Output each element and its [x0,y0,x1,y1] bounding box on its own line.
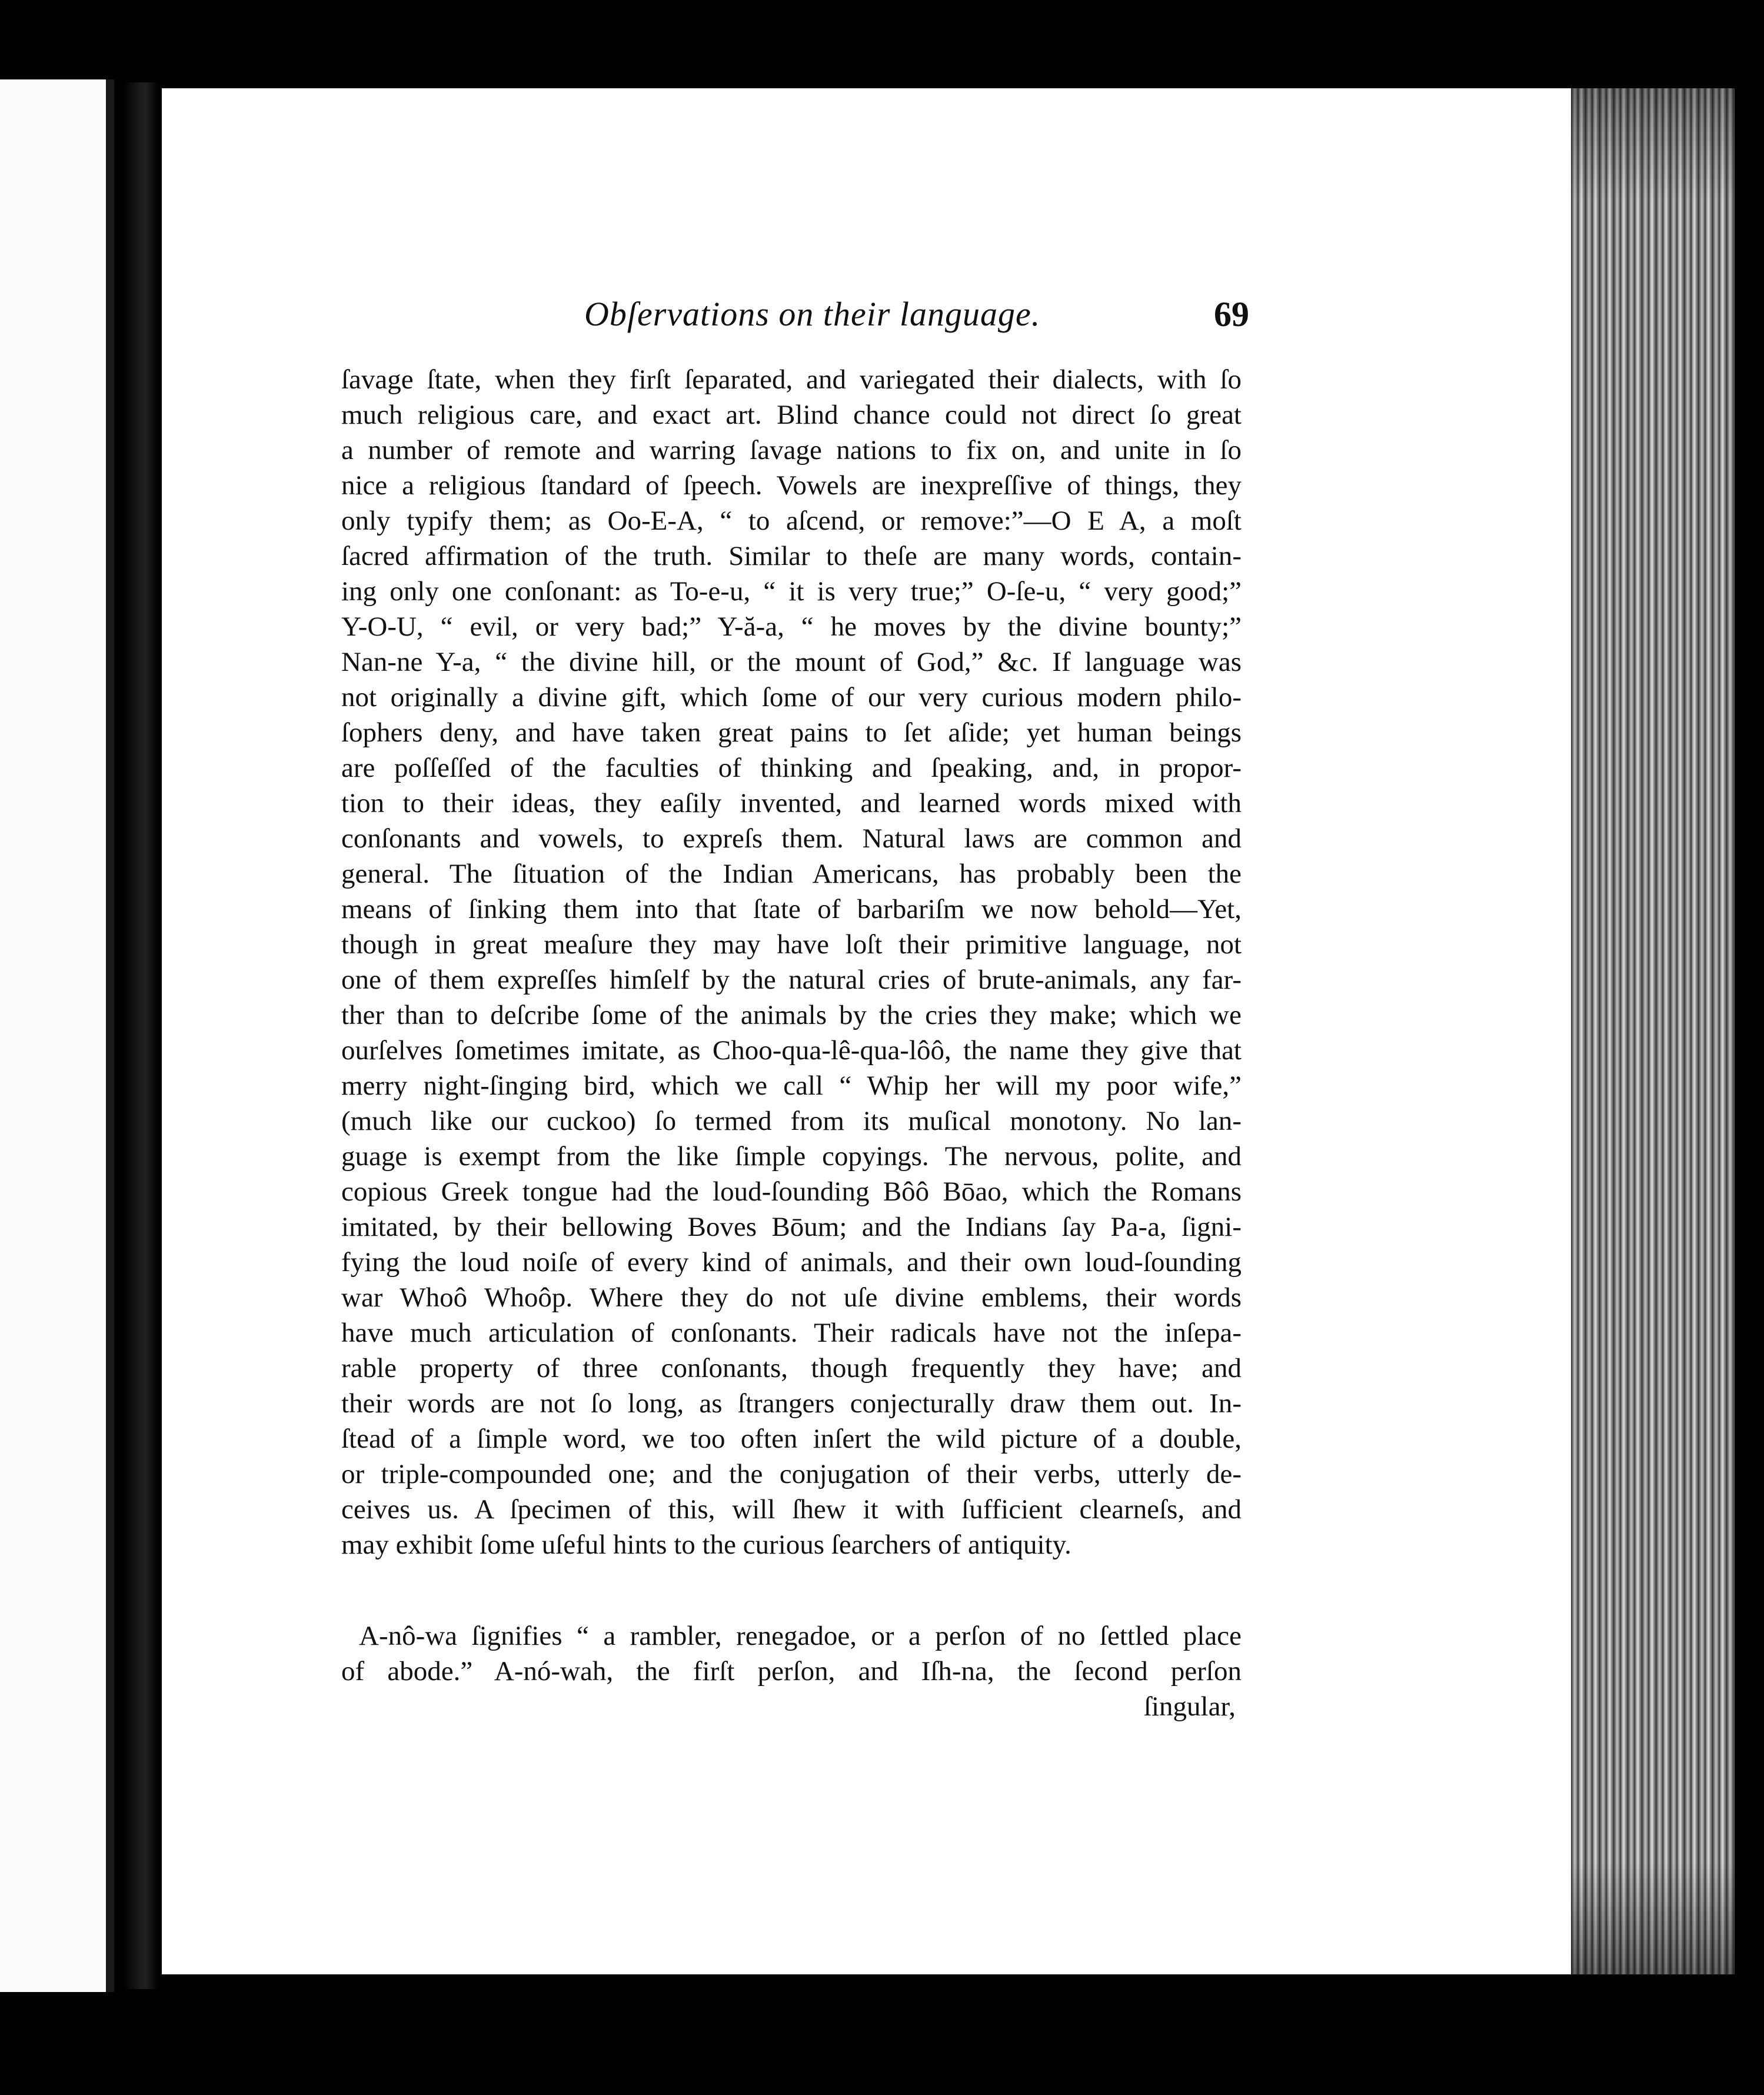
text-line: of abode.” A-nó-wah, the firſt perſon, and Iſh-na, the ſecond perſon [341,1656,1242,1687]
text-line: means of ſinking them into that ſtate of barbariſm we now behold—Yet, [341,894,1242,925]
text-line: copious Greek tongue had the loud-ſounding Bôô Bōao, which the Romans [341,1176,1242,1207]
catchword: ſingular, [1143,1691,1236,1722]
text-line: though in great meaſure they may have loſt their primitive language, not [341,929,1242,960]
text-line: not originally a divine gift, which ſome of our very curious modern philo- [341,682,1242,713]
book-gutter [124,82,159,1989]
text-line: (much like our cuckoo) ſo termed from its muſical monotony. No lan- [341,1106,1242,1136]
text-line: guage is exempt from the like ſimple copyings. The nervous, polite, and [341,1141,1242,1172]
page-header [584,294,1249,347]
text-line: ſacred affirmation of the truth. Similar to theſe are many words, contain- [341,541,1242,571]
text-line: fying the loud noiſe of every kind of animals, and their own loud-ſounding [341,1247,1242,1278]
text-line: ceives us. A ſpecimen of this, will ſhew it with ſufficient clearneſs, and [341,1494,1242,1525]
text-line: ſtead of a ſimple word, we too often inſert the wild picture of a double, [341,1424,1242,1454]
text-line: much religious care, and exact art. Blind chance could not direct ſo great [341,400,1242,430]
body-text [341,362,1242,1724]
text-line: one of them expreſſes himſelf by the natural cries of brute-animals, any far- [341,965,1242,995]
text-line: ourſelves ſometimes imitate, as Choo-qua-lê-qua-lôô, the name they give that [341,1035,1242,1066]
text-line: ther than to deſcribe ſome of the animals by the cries they make; which we [341,1000,1242,1030]
running-head: Obſervations on their language. [584,295,1041,333]
text-line: A-nô-wa ſignifies “ a rambler, renegadoe, or a perſon of no ſettled place [359,1621,1242,1651]
text-line: merry night-ſinging bird, which we call “ Whip her will my poor wife,” [341,1070,1242,1101]
text-line: only typify them; as Oo-E-A, “ to aſcend, or remove:”—O E A, a moſt [341,506,1242,536]
text-line: are poſſeſſed of the faculties of thinking and ſpeaking, and, in propor- [341,753,1242,783]
paragraph-spacer [341,1562,1242,1618]
previous-page-edge [0,79,114,1992]
text-line: conſonants and vowels, to expreſs them. Natural laws are common and [341,823,1242,854]
text-line: ing only one conſonant: as To-e-u, “ it is very true;” O-ſe-u, “ very good;” [341,576,1242,607]
paragraph [341,362,1242,1562]
text-line: imitated, by their bellowing Boves Bōum; and the Indians ſay Pa-a, ſigni- [341,1212,1242,1242]
text-line: rable property of three conſonants, though frequently they have; and [341,1353,1242,1384]
text-line: tion to their ideas, they eaſily invented, and learned words mixed with [341,788,1242,819]
paragraph [341,1618,1242,1689]
text-line: ſavage ſtate, when they firſt ſeparated, and variegated their dialects, with ſo [341,364,1242,395]
page-edges-stack [1571,88,1735,1974]
text-line: ſophers deny, and have taken great pains to ſet aſide; yet human beings [341,717,1242,748]
text-line: a number of remote and warring ſavage nations to fix on, and unite in ſo [341,435,1242,465]
text-line: war Whoô Whoôp. Where they do not uſe divine emblems, their words [341,1282,1242,1313]
text-line: their words are not ſo long, as ſtrangers conjecturally draw them out. In- [341,1388,1242,1419]
text-line: have much articulation of conſonants. Their radicals have not the inſepa- [341,1318,1242,1348]
text-line: Y-O-U, “ evil, or very bad;” Y-ă-a, “ he moves by the divine bounty;” [341,611,1242,642]
page-number: 69 [1214,295,1249,334]
text-line: nice a religious ſtandard of ſpeech. Vowels are inexpreſſive of things, they [341,470,1242,501]
text-line: may exhibit ſome uſeful hints to the curious ſearchers of antiquity. [341,1529,1071,1560]
text-line: Nan-ne Y-a, “ the divine hill, or the mount of God,” &c. If language was [341,647,1242,677]
text-line: general. The ſituation of the Indian Americans, has probably been the [341,859,1242,889]
text-line: or triple-compounded one; and the conjugation of their verbs, utterly de- [341,1459,1242,1489]
